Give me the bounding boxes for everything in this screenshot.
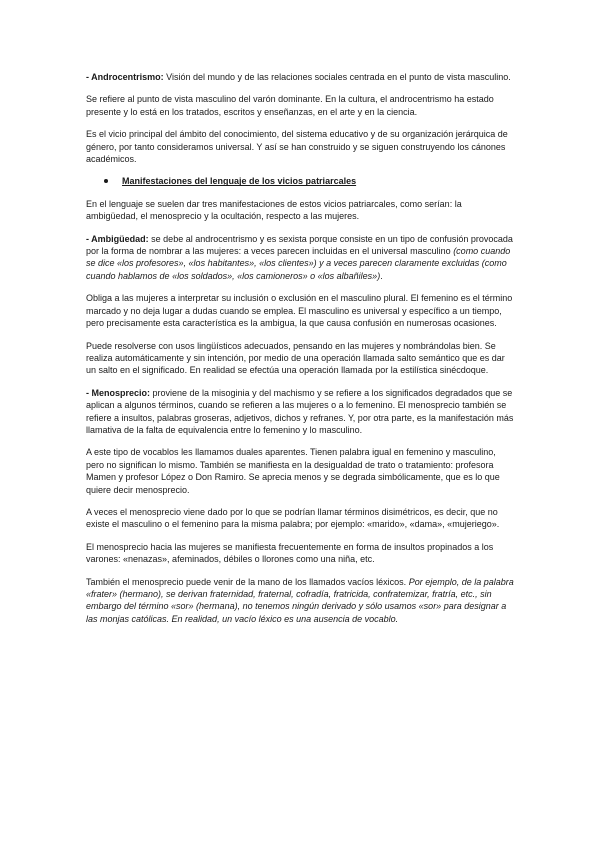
paragraph-menosprecio bbox=[86, 387, 514, 437]
definition-ambiguedad: se debe al androcentrismo y es sexista porque consiste en un tipo de confusión provocada por la forma de nombrar a las mujeres: a veces parecen incluidas en el universal masculino bbox=[86, 233, 513, 257]
paragraph-ambiguedad bbox=[86, 233, 514, 283]
paragraph-vicio-principal: Es el vicio principal del ámbito del conocimiento, del sistema educativo y de su organización jerárquica de género, por tanto consideramos universal. Y así se han construido y se siguen construyendo los cánones académicos. bbox=[86, 129, 508, 165]
term-ambiguedad: - Ambigüedad: bbox=[86, 233, 149, 244]
paragraph-salto-semantico: Puede resolverse con usos lingüísticos adecuados, pensando en las mujeres y nombrándolas bien. Se realiza automáticamente y sin intención, por medio de una operación llamada salto semántico que es dar un salto en el significado. En realidad se efectúa una operación llamada por la estilística sinécdoque. bbox=[86, 340, 505, 376]
section-heading: Manifestaciones del lenguaje de los vicios patriarcales bbox=[122, 176, 357, 187]
definition-androcentrismo: Visión del mundo y de las relaciones sociales centrada en el punto de vista masculino. bbox=[163, 72, 511, 82]
paragraph-insultos: El menosprecio hacia las mujeres se manifiesta frecuentemente en forma de insultos propinados a los varones: «nenazas», afeminados, débiles o llorones como una niña, etc. bbox=[86, 541, 494, 565]
paragraph-androcentrismo-context: Se refiere al punto de vista masculino del varón dominante. En la cultura, el androcentrismo ha estado presente y lo está en los tratados, escritos y enseñanzas, en el arte y en la ciencia. bbox=[86, 94, 494, 117]
paragraph-vacios-lexicos bbox=[86, 576, 514, 626]
paragraph-duales-aparentes: A este tipo de vocablos les llamamos duales aparentes. Tienen palabra igual en femenino y masculino, pero no significan lo mismo. También se manifiesta en la desigualdad de trato o tratamiento: profesora Mamen y profesor López o Don Ramiro. Se aprecia menos y se degrada simbólicamente, que es lo que quiere decir menosprecio. bbox=[86, 447, 500, 495]
vacios-lexicos-intro: También el menosprecio puede venir de la mano de los llamados vacíos léxicos. bbox=[86, 576, 409, 587]
definition-menosprecio: proviene de la misoginia y del machismo y se refiere a los significados degradados que se aplican a algunos términos, cuando se refieren a las mujeres o a lo femenino. El menosprecio también se refiere a insultos, palabras groseras, adjetivos, dichos y refranes. Y, por otra parte, es la manifestación más llamativa de la falta de equivalencia entre lo femenino y lo masculino. bbox=[86, 387, 514, 435]
examples-ambiguedad: (como cuando se dice «los profesores», «los habitantes», «los clientes») y a veces parecen claramente excluidas (como cuando hablamos de «los soldados», «los camioneros» o «los albañiles») bbox=[86, 246, 511, 281]
paragraph-tres-manifestaciones: En el lenguaje se suelen dar tres manifestaciones de estos vicios patriarcales, como serían: la ambigüedad, el menosprecio y la ocultación, respecto a las mujeres. bbox=[86, 198, 462, 222]
bullet-icon bbox=[104, 179, 108, 183]
term-menosprecio: - Menosprecio: bbox=[86, 387, 151, 398]
term-androcentrismo: - Androcentrismo: bbox=[86, 72, 164, 82]
document-body bbox=[86, 71, 514, 635]
paragraph-terminos-disimetricos: A veces el menosprecio viene dado por lo que se podrían llamar términos disimétricos, es decir, que no existe el masculino o el femenino para la misma palabra; por ejemplo: «marido», «dama», «mujeriego». bbox=[86, 506, 500, 530]
vacios-lexicos-example: Por ejemplo, de la palabra «frater» (hermano), se derivan fraternidad, fraternal, cofradía, fratricida, confratemizar, fratría, etc., sin embargo del término «sor» (hermana), no tenemos ningún derivado y sólo usamos «sor» para designar a las monjas católicas. En realidad, un vacío léxico es una ausencia de vocablo. bbox=[86, 576, 514, 624]
section-heading-item bbox=[86, 175, 514, 187]
period: . bbox=[380, 270, 383, 281]
paragraph-masculino-plural: Obliga a las mujeres a interpretar su inclusión o exclusión en el masculino plural. El femenino es el término marcado y no deja lugar a dudas cuando se emplea. El masculino es universal y específico a un tiempo, pero precisamente esta característica es la ambigua, la que causa confusión en numerosas ocasiones. bbox=[86, 293, 513, 329]
paragraph-androcentrismo bbox=[86, 71, 514, 83]
